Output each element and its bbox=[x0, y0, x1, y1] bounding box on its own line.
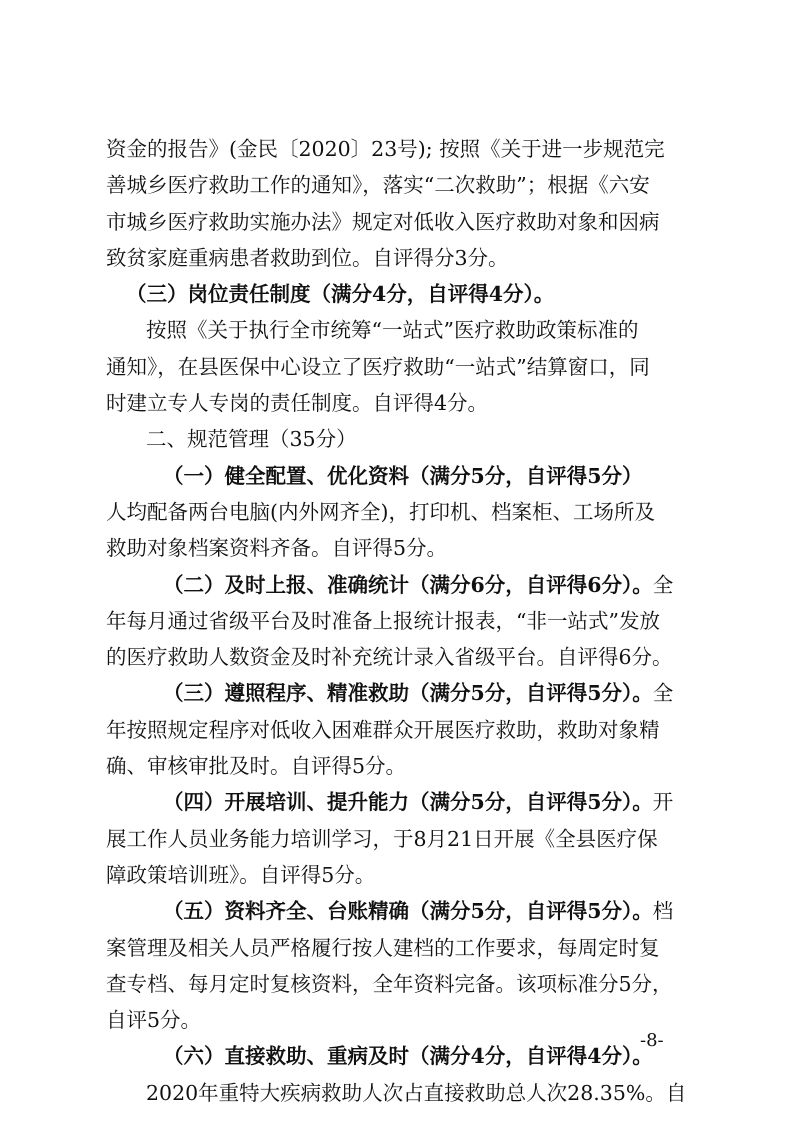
paragraph-line: 善城乡医疗救助工作的通知》，落实“二次救助”；根据《六安 bbox=[106, 173, 650, 198]
section-heading-line: （四）开展培训、提升能力（满分5分，自评得5分）。 开 bbox=[163, 790, 674, 815]
paragraph-line: 时建立专人专岗的责任制度。自评得4分。 bbox=[106, 391, 489, 416]
paragraph-line: 障政策培训班》。自评得5分。 bbox=[106, 862, 376, 887]
section-heading-line: （二）及时上报、准确统计（满分6分，自评得6分）。 全 bbox=[163, 572, 674, 597]
page-number: -8- bbox=[640, 1030, 664, 1051]
paragraph-line: 查专档、每月定时复核资料，全年资料完备。该项标准分5分， bbox=[106, 971, 673, 996]
section-heading: （六）直接救助、重病及时（满分4分，自评得4分）。 bbox=[163, 1044, 653, 1069]
document-body bbox=[106, 131, 702, 1111]
paragraph-line: 案管理及相关人员严格履行按人建档的工作要求，每周定时复 bbox=[106, 935, 660, 960]
paragraph-line: 的医疗救助人数资金及时补充统计录入省级平台。自评得6分。 bbox=[106, 645, 673, 670]
paragraph-line: 确、审核审批及时。自评得5分。 bbox=[106, 754, 407, 779]
paragraph-line: 资金的报告》(金民〔2020〕23号); 按照《关于进一步规范完 bbox=[106, 137, 665, 161]
section-heading-line: （三）遵照程序、精准救助（满分5分，自评得5分）。 全 bbox=[163, 681, 674, 706]
paragraph-line: 救助对象档案资料齐备。自评得5分。 bbox=[106, 536, 448, 561]
paragraph-line: 市城乡医疗救助实施办法》规定对低收入医疗救助对象和因病 bbox=[106, 209, 660, 234]
paragraph-line: 通知》，在县医保中心设立了医疗救助“一站式”结算窗口，同 bbox=[106, 354, 650, 379]
paragraph-line: 按照《关于执行全市统筹“一站式”医疗救助政策标准的 bbox=[146, 318, 639, 343]
paragraph-line: 致贫家庭重病患者救助到位。自评得分3分。 bbox=[106, 245, 509, 270]
paragraph-line: 展工作人员业务能力培训学习，于8月21日开展《全县医疗保 bbox=[106, 826, 658, 851]
section-heading: （三）岗位责任制度（满分4分，自评得4分）。 bbox=[126, 282, 555, 307]
section-heading-line: （五）资料齐全、台账精确（满分5分，自评得5分）。 档 bbox=[163, 899, 674, 924]
paragraph-line: 2020年重特大疾病救助人次占直接救助总人次28.35%。自 bbox=[146, 1080, 687, 1105]
paragraph-line: 自评5分。 bbox=[106, 1008, 202, 1033]
section-heading: （一）健全配置、优化资料（满分5分，自评得5分） bbox=[163, 463, 643, 488]
paragraph-line: 年按照规定程序对低收入困难群众开展医疗救助，救助对象精 bbox=[106, 717, 660, 742]
paragraph-line: 人均配备两台电脑(内外网齐全)，打印机、档案柜、工场所及 bbox=[106, 499, 655, 524]
chapter-heading: 二、规范管理（35分） bbox=[146, 427, 357, 452]
paragraph-line: 年每月通过省级平台及时准备上报统计报表，“非一站式”发放 bbox=[106, 608, 660, 633]
